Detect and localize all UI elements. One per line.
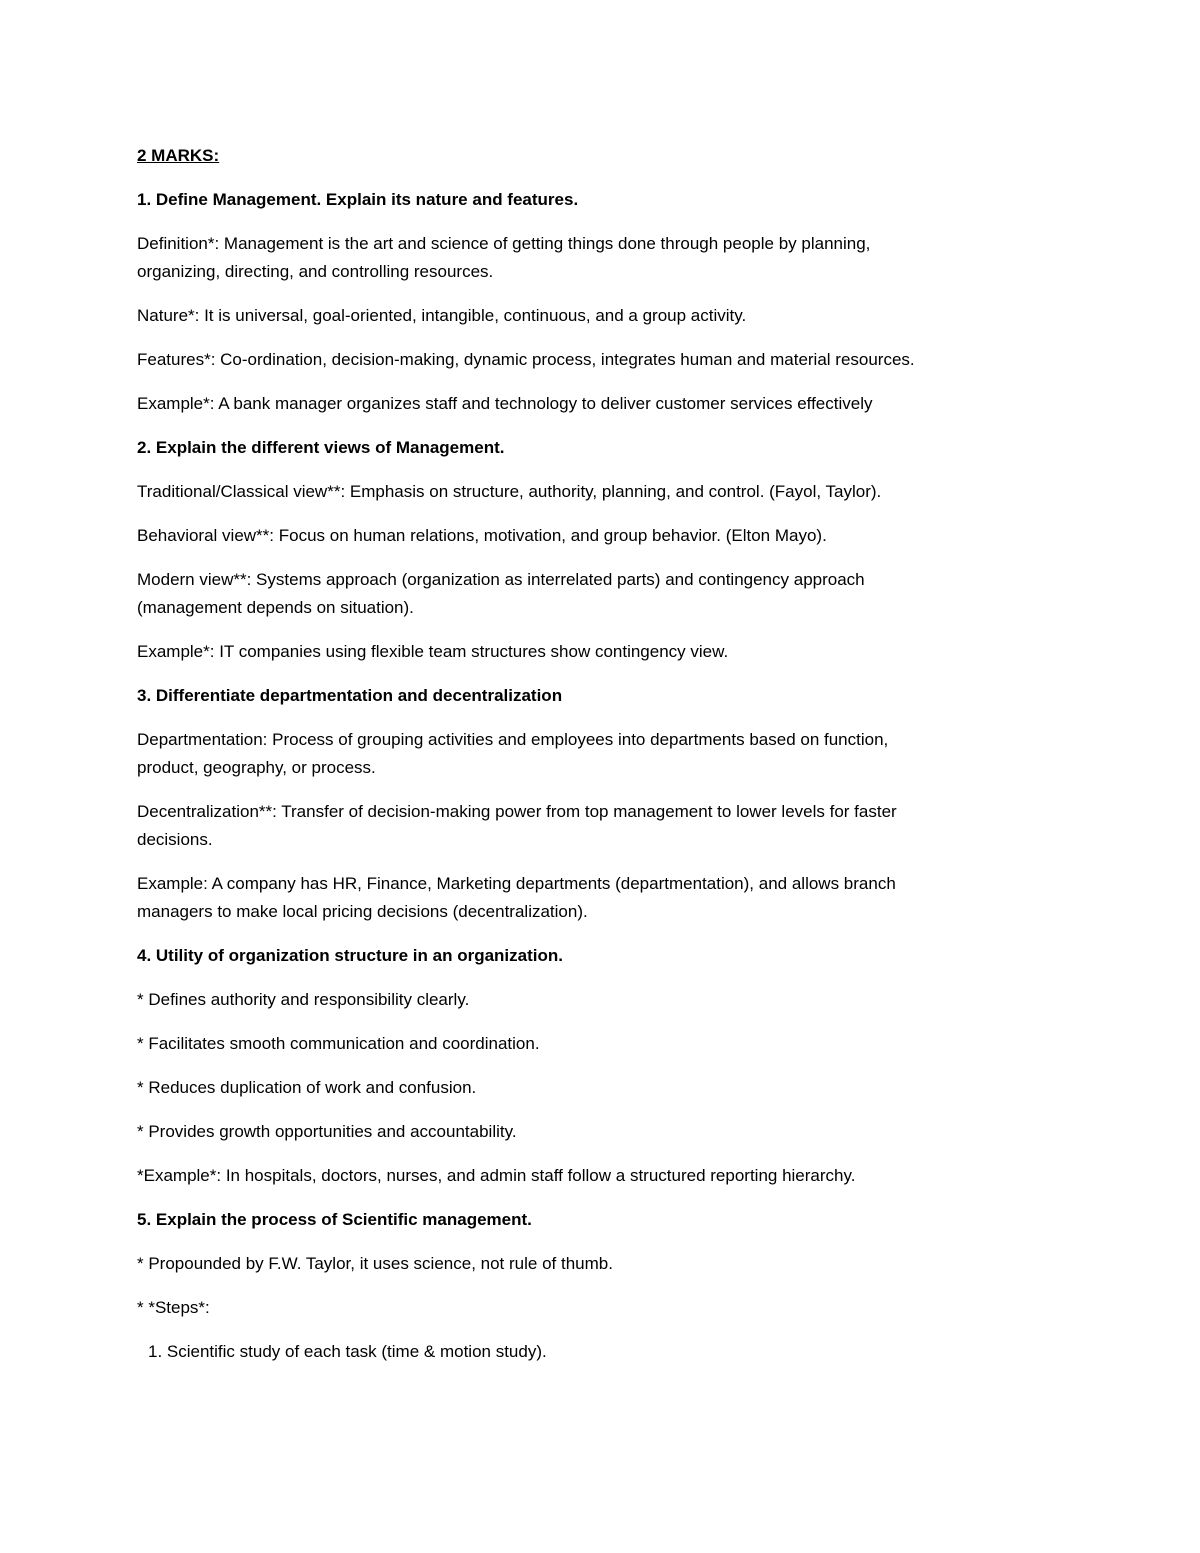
paragraph [137,870,1087,926]
paragraph [137,478,1087,506]
text-line: * Reduces duplication of work and confusion. [137,1078,477,1097]
text-line: product, geography, or process. [137,758,376,777]
text-line: 2. Explain the different views of Management. [137,438,505,457]
paragraph [137,986,1087,1014]
paragraph [137,1294,1087,1322]
text-line: * *Steps*: [137,1298,210,1317]
question-heading [137,434,1087,462]
paragraph [137,1338,1087,1366]
text-line: Example*: A bank manager organizes staff and technology to deliver customer services effectively [137,394,873,413]
text-line: (management depends on situation). [137,598,414,617]
paragraph [137,390,1087,418]
text-line: Modern view**: Systems approach (organization as interrelated parts) and contingency approach [137,570,865,589]
text-line: 3. Differentiate departmentation and decentralization [137,686,563,705]
paragraph [137,638,1087,666]
text-line: Example*: IT companies using flexible team structures show contingency view. [137,642,729,661]
paragraph [137,1030,1087,1058]
text-line: *Example*: In hospitals, doctors, nurses, and admin staff follow a structured reporting hierarchy. [137,1166,856,1185]
paragraph [137,726,1087,782]
text-line: Definition*: Management is the art and science of getting things done through people by planning, [137,234,871,253]
text-line: Features*: Co-ordination, decision-making, dynamic process, integrates human and material resources. [137,350,915,369]
text-line: * Facilitates smooth communication and coordination. [137,1034,540,1053]
paragraph [137,1162,1087,1190]
section-title [137,142,1087,170]
document-body [137,142,1087,1382]
question-heading [137,1206,1087,1234]
text-line: Decentralization**: Transfer of decision-making power from top management to lower levels for faster [137,802,897,821]
text-line: 4. Utility of organization structure in an organization. [137,946,563,965]
text-line: * Defines authority and responsibility clearly. [137,990,470,1009]
paragraph [137,566,1087,622]
text-line: managers to make local pricing decisions (decentralization). [137,902,588,921]
text-line: * Provides growth opportunities and accountability. [137,1122,517,1141]
text-line: * Propounded by F.W. Taylor, it uses science, not rule of thumb. [137,1254,613,1273]
text-line: decisions. [137,830,213,849]
paragraph [137,1074,1087,1102]
question-heading [137,942,1087,970]
paragraph [137,1250,1087,1278]
paragraph [137,302,1087,330]
text-line: Nature*: It is universal, goal-oriented, intangible, continuous, and a group activity. [137,306,747,325]
question-heading [137,682,1087,710]
question-heading [137,186,1087,214]
text-line: organizing, directing, and controlling resources. [137,262,494,281]
text-line: Traditional/Classical view**: Emphasis on structure, authority, planning, and control. (Fayol, Taylor). [137,482,882,501]
text-line: 1. Define Management. Explain its nature and features. [137,190,579,209]
text-line: Departmentation: Process of grouping activities and employees into departments based on function, [137,730,889,749]
paragraph [137,230,1087,286]
text-line: 5. Explain the process of Scientific management. [137,1210,532,1229]
paragraph [137,798,1087,854]
text-line: Example: A company has HR, Finance, Marketing departments (departmentation), and allows branch [137,874,896,893]
text-line: 1. Scientific study of each task (time & motion study). [148,1342,547,1361]
text-line: Behavioral view**: Focus on human relations, motivation, and group behavior. (Elton Mayo). [137,526,827,545]
paragraph [137,346,1087,374]
paragraph [137,1118,1087,1146]
paragraph [137,522,1087,550]
text-line: 2 MARKS: [137,146,220,165]
